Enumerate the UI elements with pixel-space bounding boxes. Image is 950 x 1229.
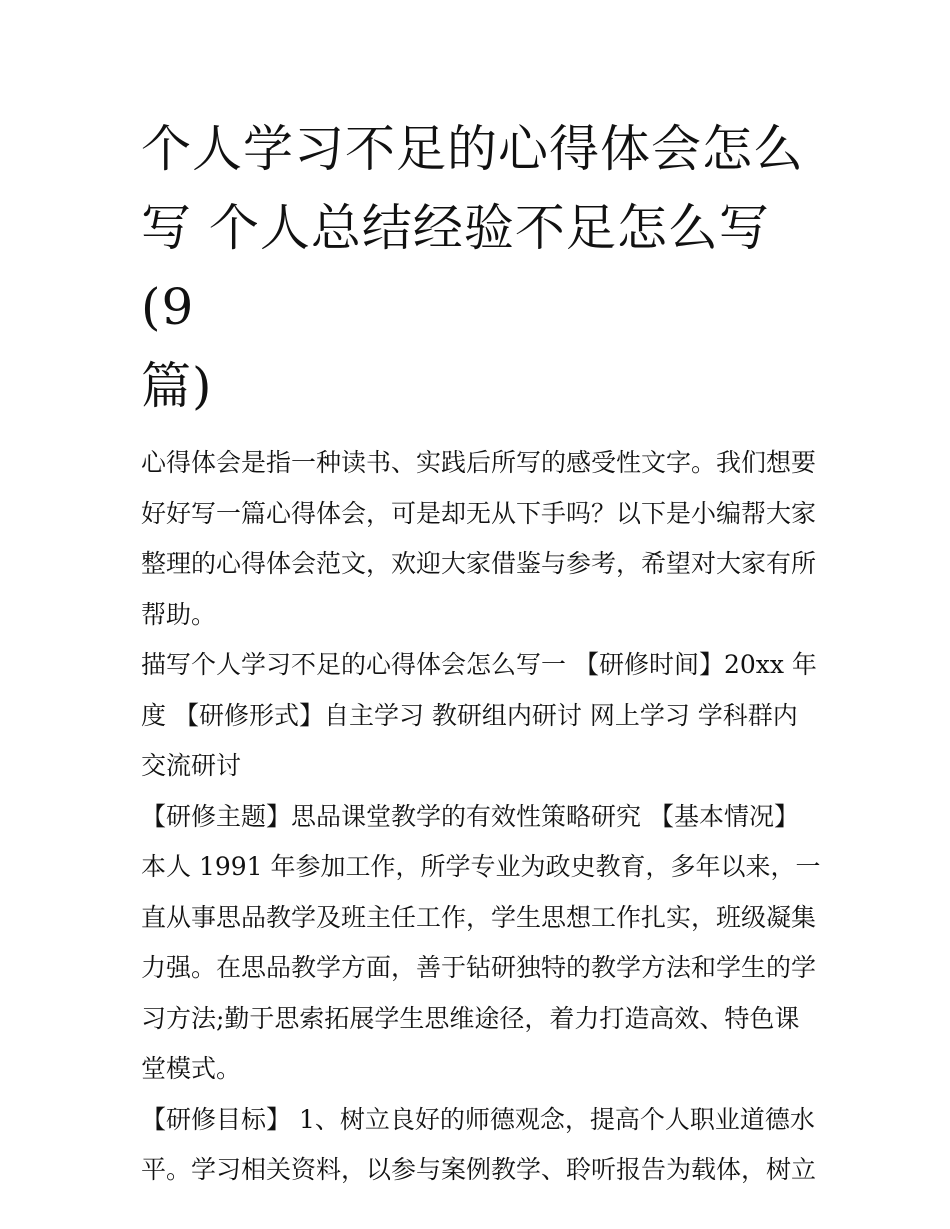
body-line: 堂模式。	[141, 1054, 242, 1083]
body-line: 帮助。	[141, 599, 217, 629]
section-one-paragraph	[141, 640, 817, 792]
intro-paragraph	[141, 438, 817, 640]
goals-paragraph	[141, 1095, 817, 1196]
body-line: 力强。在思品教学方面，善于钻研独特的教学方法和学生的学	[141, 953, 817, 982]
body-line: 描写个人学习不足的心得体会怎么写一 【研修时间】20xx 年	[141, 650, 817, 679]
title-line: 写 个人总结经验不足怎么写(9	[141, 199, 770, 336]
body-line: 整理的心得体会范文，欢迎大家借鉴与参考，希望对大家有所	[141, 549, 817, 578]
document-content	[141, 110, 821, 1196]
body-line: 【研修目标】 1、树立良好的师德观念，提高个人职业道德水	[141, 1104, 815, 1134]
body-line: 好好写一篇心得体会，可是却无从下手吗？以下是小编帮大家	[141, 498, 817, 528]
body-line: 度 【研修形式】自主学习 教研组内研讨 网上学习 学科群内	[141, 700, 798, 730]
body-line: 【研修主题】思品课堂教学的有效性策略研究 【基本情况】	[141, 801, 799, 831]
body-line: 心得体会是指一种读书、实践后所写的感受性文字。我们想要	[141, 448, 817, 477]
body-line: 本人 1991 年参加工作，所学专业为政史教育，多年以来，一	[141, 852, 821, 881]
document-title	[141, 110, 813, 426]
title-line: 个人学习不足的心得体会怎么	[141, 120, 804, 178]
body-line: 习方法;勤于思索拓展学生思维途径，着力打造高效、特色课	[141, 1003, 800, 1033]
topic-paragraph	[141, 792, 821, 1095]
body-line: 直从事思品教学及班主任工作，学生思想工作扎实，班级凝集	[141, 902, 817, 932]
title-line: 篇)	[141, 357, 213, 415]
body-line: 平。学习相关资料，以参与案例教学、聆听报告为载体，树立	[141, 1155, 817, 1184]
body-line: 交流研讨	[141, 751, 242, 780]
